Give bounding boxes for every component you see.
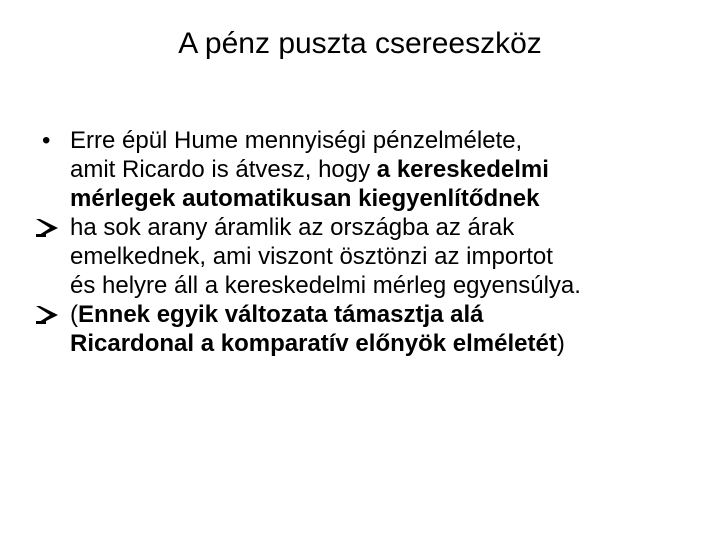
arrow-item-2 xyxy=(36,300,696,358)
text-line xyxy=(70,213,696,242)
bold-text-segment: mérlegek automatikusan kiegyenlítődnek xyxy=(70,185,540,212)
slide-content xyxy=(36,126,696,358)
slide-title: A pénz puszta csereeszköz xyxy=(178,27,542,60)
text-line xyxy=(70,271,696,300)
arrow-icon xyxy=(36,306,58,324)
bullet-marker: • xyxy=(42,127,51,154)
text-segment: amit Ricardo is átvesz, hogy xyxy=(70,156,377,183)
text-line xyxy=(70,155,696,184)
arrow-item-1 xyxy=(36,213,696,300)
text-segment: és helyre áll a kereskedelmi mérleg egyensúlya. xyxy=(70,272,581,299)
text-line xyxy=(70,184,696,213)
text-line xyxy=(70,329,696,358)
bold-text-segment: Ricardonal a komparatív előnyök elméletét xyxy=(70,330,557,357)
text-segment: ha sok arany áramlik az országba az árak xyxy=(70,214,515,241)
bullet-item-1 xyxy=(36,126,696,213)
arrow-icon xyxy=(36,219,58,237)
text-segment: emelkednek, ami viszont ösztönzi az importot xyxy=(70,243,553,270)
text-line xyxy=(70,126,696,155)
text-segment: ) xyxy=(556,330,565,357)
bold-text-segment: a kereskedelmi xyxy=(376,156,549,183)
bold-text-segment: Ennek egyik változata támasztja alá xyxy=(78,301,484,328)
text-segment: Erre épül Hume mennyiségi pénzelmélete, xyxy=(70,127,523,154)
text-line xyxy=(70,242,696,271)
text-segment: ( xyxy=(70,301,78,328)
text-line xyxy=(70,300,696,329)
